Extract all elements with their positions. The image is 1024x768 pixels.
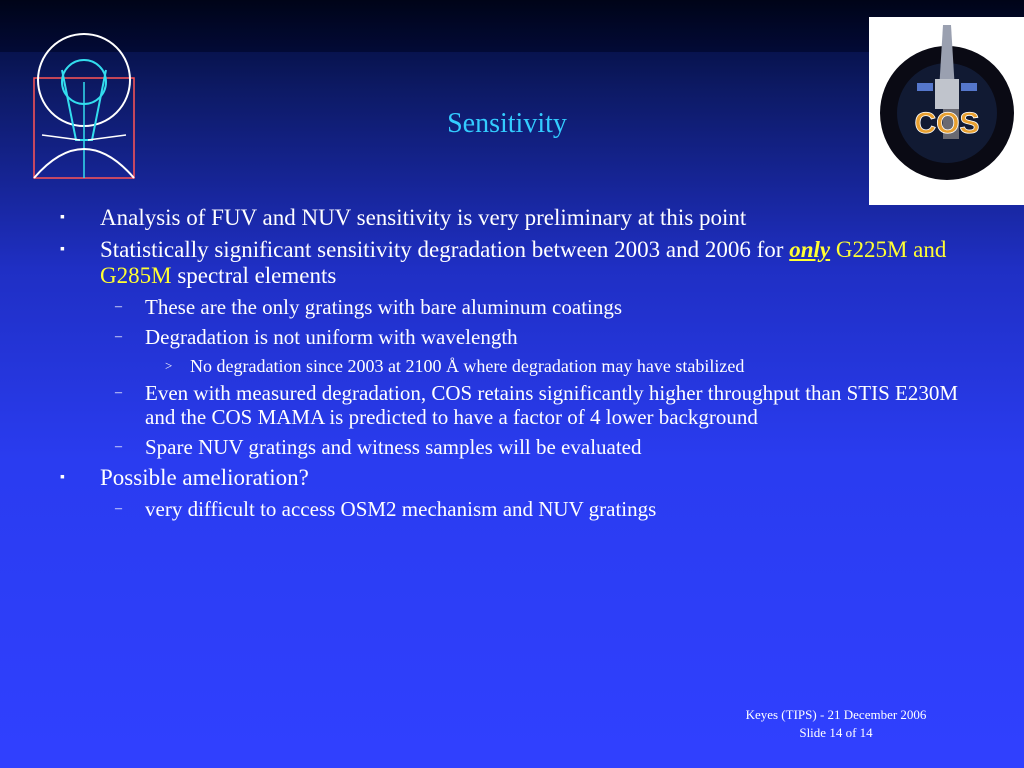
bullet-marker: ▪ — [60, 470, 65, 485]
bullet-text: No degradation since 2003 at 2100 Å where degradation may have stabilized — [190, 356, 745, 376]
bullet-text: Analysis of FUV and NUV sensitivity is very preliminary at this point — [100, 205, 747, 230]
bullet-text: only — [789, 237, 831, 262]
bullet-level1 — [60, 465, 970, 491]
bullet-text: Degradation is not uniform with wavelength — [145, 325, 518, 349]
bullet-text: very difficult to access OSM2 mechanism and NUV gratings — [145, 497, 657, 521]
bullet-level1 — [60, 237, 970, 289]
bullet-text: Statistically significant sensitivity degradation between 2003 and 2006 for — [100, 237, 790, 262]
slide-footer — [706, 706, 966, 742]
bullet-marker: – — [115, 329, 122, 344]
bullet-marker: > — [165, 358, 173, 373]
footer-author-date: Keyes (TIPS) - 21 December 2006 — [745, 707, 927, 722]
bullet-level2 — [60, 435, 970, 459]
bullet-marker: – — [115, 439, 122, 454]
bullet-text: G225M and G285M — [100, 237, 947, 288]
stsci-logo — [30, 30, 138, 182]
bullet-level2 — [60, 295, 970, 319]
bullet-marker: ▪ — [60, 242, 65, 257]
bullet-text: spectral elements — [171, 263, 337, 288]
bullet-text: Spare NUV gratings and witness samples will be evaluated — [145, 435, 642, 459]
bullet-level3 — [60, 355, 970, 377]
cos-logo-text: COS — [913, 107, 980, 140]
slide-title: Sensitivity — [447, 108, 567, 139]
bullet-list — [60, 205, 970, 527]
bullet-level2 — [60, 325, 970, 349]
bullet-marker: – — [115, 385, 122, 400]
bullet-level2 — [60, 497, 970, 521]
bullet-text: Possible amelioration? — [100, 465, 309, 490]
footer-slide-number: Slide 14 of 14 — [799, 725, 873, 740]
bullet-text: Even with measured degradation, COS retains significantly higher throughput than STIS E230M and the COS MAMA is predicted to have a factor of 4 lower background — [145, 381, 959, 429]
bullet-text: These are the only gratings with bare aluminum coatings — [145, 295, 623, 319]
bullet-marker: ▪ — [60, 210, 65, 225]
bullet-level2 — [60, 381, 970, 429]
bullet-level1 — [60, 205, 970, 231]
bullet-marker: – — [115, 299, 122, 314]
bullet-marker: – — [115, 501, 122, 516]
